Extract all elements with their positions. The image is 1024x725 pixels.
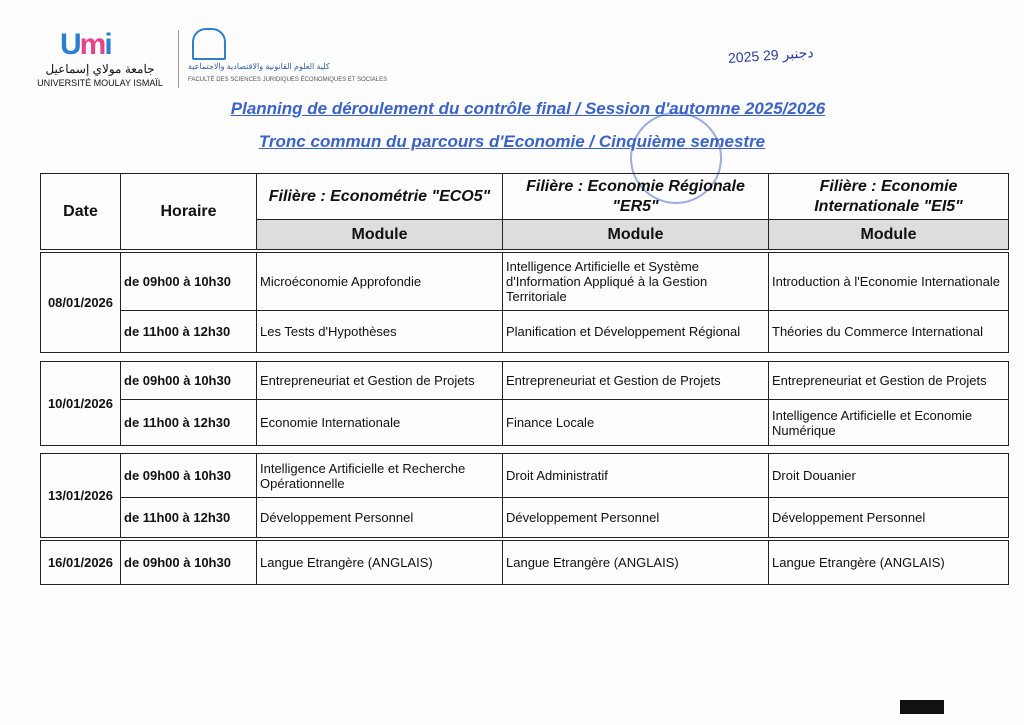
- module-cell: Droit Douanier: [769, 454, 1009, 498]
- exam-time: de 09h00 à 10h30: [121, 253, 257, 311]
- table-row: [41, 362, 1009, 400]
- module-cell: Langue Etrangère (ANGLAIS): [257, 541, 503, 585]
- exam-time: de 09h00 à 10h30: [121, 541, 257, 585]
- module-cell: Droit Administratif: [503, 454, 769, 498]
- module-cell: Introduction à l'Economie Internationale: [769, 253, 1009, 311]
- exam-date: 08/01/2026: [41, 253, 121, 353]
- module-cell: Développement Personnel: [503, 498, 769, 538]
- table-row: [41, 454, 1009, 498]
- module-cell: Langue Etrangère (ANGLAIS): [769, 541, 1009, 585]
- date-stamp: 2025 دجنبر 29: [727, 44, 814, 66]
- header-filiere-eco5: Filière : Econométrie "ECO5": [257, 174, 503, 220]
- table-row: [41, 498, 1009, 538]
- module-header: Module: [769, 220, 1009, 250]
- module-cell: Intelligence Artificielle et Système d'Information Appliqué à la Gestion Territoriale: [503, 253, 769, 311]
- module-header: Module: [503, 220, 769, 250]
- header-filiere-er5: Filière : Economie Régionale "ER5": [503, 174, 769, 220]
- header-horaire: Horaire: [121, 174, 257, 250]
- exam-date: 10/01/2026: [41, 362, 121, 446]
- module-cell: Finance Locale: [503, 400, 769, 446]
- umi-logo: Umi: [60, 28, 111, 61]
- day-block: [40, 540, 1009, 585]
- module-cell: Théories du Commerce International: [769, 311, 1009, 353]
- module-cell: Intelligence Artificielle et Recherche Opérationnelle: [257, 454, 503, 498]
- exam-time: de 11h00 à 12h30: [121, 498, 257, 538]
- document-title: Planning de déroulement du contrôle final / Session d'automne 2025/2026: [230, 99, 826, 118]
- faculty-name-fr: FACULTÉ DES SCIENCES JURIDIQUES ÉCONOMIQUES ET SOCIALES: [188, 77, 388, 83]
- module-cell: Langue Etrangère (ANGLAIS): [503, 541, 769, 585]
- exam-time: de 09h00 à 10h30: [121, 362, 257, 400]
- table-row: [41, 541, 1009, 585]
- module-cell: Microéconomie Approfondie: [257, 253, 503, 311]
- exam-time: de 09h00 à 10h30: [121, 454, 257, 498]
- module-cell: Economie Internationale: [257, 400, 503, 446]
- exam-time: de 11h00 à 12h30: [121, 400, 257, 446]
- module-cell: Entrepreneuriat et Gestion de Projets: [503, 362, 769, 400]
- module-cell: Les Tests d'Hypothèses: [257, 311, 503, 353]
- exam-date: 13/01/2026: [41, 454, 121, 538]
- table-row: [41, 400, 1009, 446]
- table-row: [41, 253, 1009, 311]
- module-cell: Développement Personnel: [257, 498, 503, 538]
- scan-artifact: [900, 700, 944, 714]
- module-cell: Entrepreneuriat et Gestion de Projets: [257, 362, 503, 400]
- faculty-emblem-icon: [192, 28, 226, 60]
- module-cell: Intelligence Artificielle et Economie Numérique: [769, 400, 1009, 446]
- table-row: [41, 311, 1009, 353]
- day-block: [40, 252, 1009, 353]
- university-name-fr: UNIVERSITÉ MOULAY ISMAÏL: [37, 78, 163, 88]
- module-header: Module: [257, 220, 503, 250]
- module-cell: Planification et Développement Régional: [503, 311, 769, 353]
- module-cell: Entrepreneuriat et Gestion de Projets: [769, 362, 1009, 400]
- header-filiere-ei5: Filière : Economie Internationale "EI5": [769, 174, 1009, 220]
- logo-divider: [178, 30, 179, 88]
- faculty-name-ar: كلية العلوم القانونية والاقتصادية والاجتماعية: [188, 62, 330, 71]
- schedule-header: [40, 173, 1009, 250]
- day-block: [40, 361, 1009, 446]
- header-date: Date: [41, 174, 121, 250]
- day-block: [40, 453, 1009, 538]
- document-subtitle: Tronc commun du parcours d'Economie / Cinquième semestre: [258, 132, 766, 151]
- exam-date: 16/01/2026: [41, 541, 121, 585]
- exam-time: de 11h00 à 12h30: [121, 311, 257, 353]
- university-name-ar: جامعة مولاي إسماعيل: [45, 62, 155, 76]
- module-cell: Développement Personnel: [769, 498, 1009, 538]
